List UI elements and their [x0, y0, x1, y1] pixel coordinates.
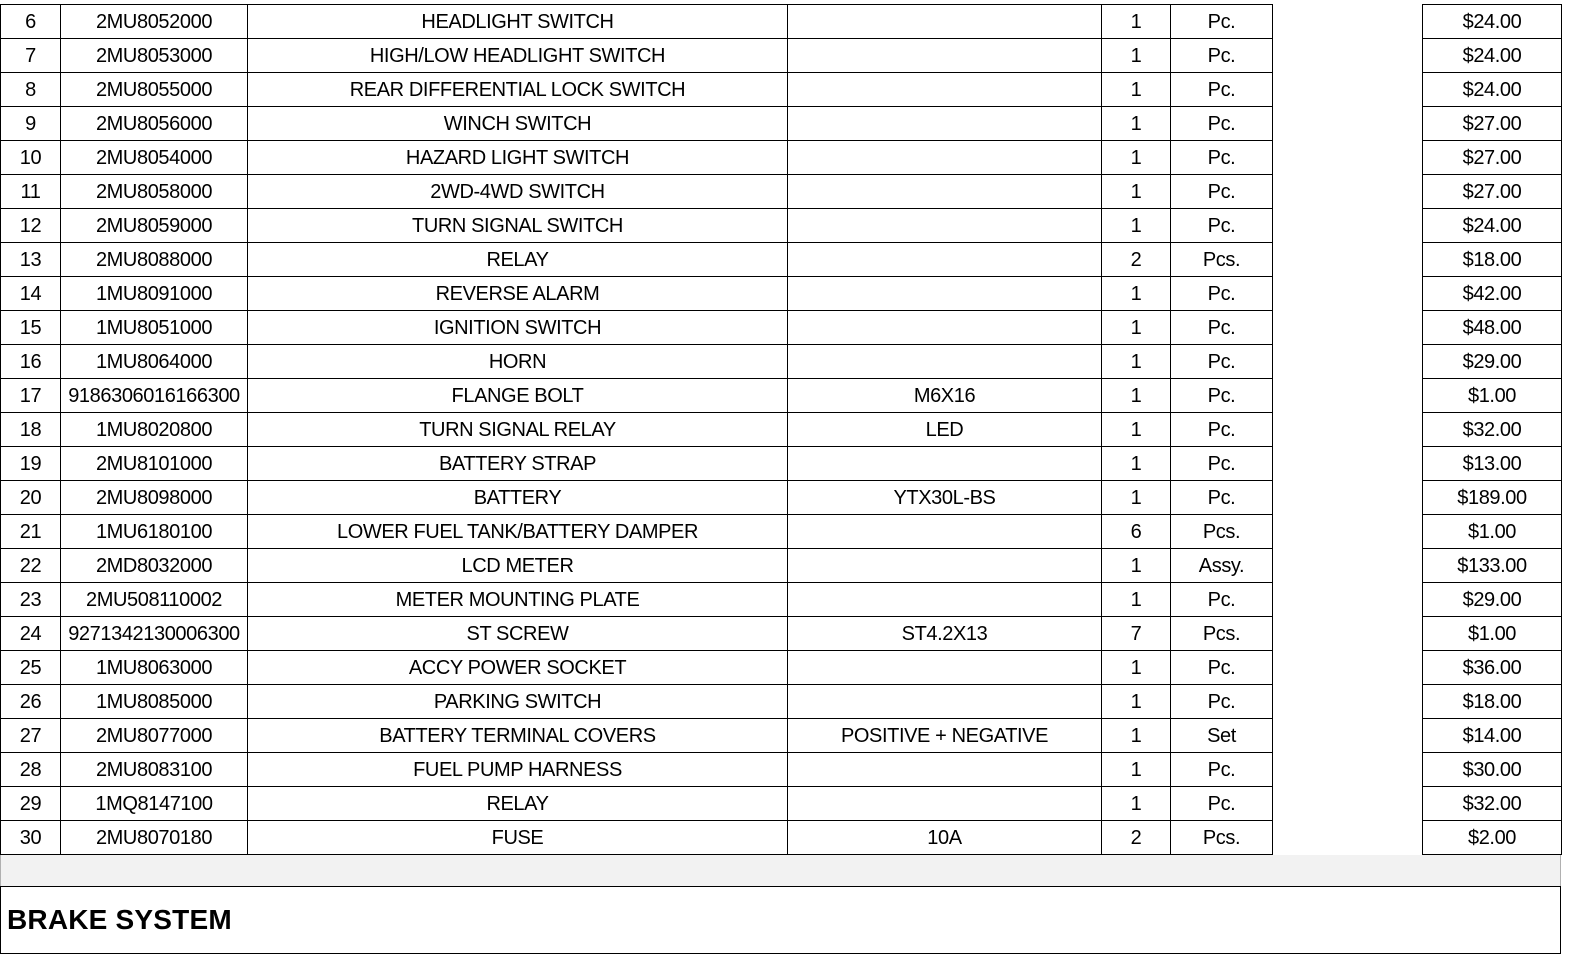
quantity-cell: 1 [1102, 719, 1171, 753]
unit-cell: Pc. [1171, 311, 1273, 345]
unit-cell: Pc. [1171, 787, 1273, 821]
table-row [1, 719, 1562, 753]
table-row [1, 141, 1562, 175]
description-cell: LCD METER [248, 549, 788, 583]
description-cell: REAR DIFFERENTIAL LOCK SWITCH [248, 73, 788, 107]
ref-number-cell: 26 [1, 685, 61, 719]
ref-number-cell: 16 [1, 345, 61, 379]
description-cell: REVERSE ALARM [248, 277, 788, 311]
part-number-cell: 1MU8085000 [61, 685, 248, 719]
specification-cell [788, 447, 1102, 481]
ref-number-cell: 22 [1, 549, 61, 583]
description-cell: FUSE [248, 821, 788, 855]
price-cell: $24.00 [1423, 73, 1562, 107]
unit-cell: Pcs. [1171, 515, 1273, 549]
table-row [1, 685, 1562, 719]
description-cell: FLANGE BOLT [248, 379, 788, 413]
ref-number-cell: 17 [1, 379, 61, 413]
part-number-cell: 2MU8059000 [61, 209, 248, 243]
description-cell: BATTERY TERMINAL COVERS [248, 719, 788, 753]
ref-number-cell: 23 [1, 583, 61, 617]
table-row [1, 379, 1562, 413]
description-cell: ST SCREW [248, 617, 788, 651]
unit-cell: Pc. [1171, 753, 1273, 787]
quantity-cell: 1 [1102, 73, 1171, 107]
price-cell: $36.00 [1423, 651, 1562, 685]
unit-cell: Assy. [1171, 549, 1273, 583]
specification-cell [788, 243, 1102, 277]
description-cell: RELAY [248, 243, 788, 277]
quantity-cell: 1 [1102, 651, 1171, 685]
ref-number-cell: 27 [1, 719, 61, 753]
ref-number-cell: 12 [1, 209, 61, 243]
ref-number-cell: 7 [1, 39, 61, 73]
blank-cell [1273, 447, 1423, 481]
ref-number-cell: 24 [1, 617, 61, 651]
price-cell: $1.00 [1423, 515, 1562, 549]
table-row [1, 549, 1562, 583]
part-number-cell: 2MU8070180 [61, 821, 248, 855]
part-number-cell: 2MU8088000 [61, 243, 248, 277]
price-cell: $27.00 [1423, 175, 1562, 209]
part-number-cell: 1MU8064000 [61, 345, 248, 379]
specification-cell: POSITIVE + NEGATIVE [788, 719, 1102, 753]
specification-cell [788, 39, 1102, 73]
blank-cell [1273, 753, 1423, 787]
specification-cell [788, 753, 1102, 787]
table-row [1, 515, 1562, 549]
unit-cell: Pc. [1171, 107, 1273, 141]
specification-cell: M6X16 [788, 379, 1102, 413]
quantity-cell: 1 [1102, 39, 1171, 73]
description-cell: WINCH SWITCH [248, 107, 788, 141]
blank-cell [1273, 787, 1423, 821]
parts-table [0, 4, 1562, 855]
part-number-cell: 2MU508110002 [61, 583, 248, 617]
part-number-cell: 2MU8052000 [61, 5, 248, 39]
description-cell: TURN SIGNAL RELAY [248, 413, 788, 447]
specification-cell: LED [788, 413, 1102, 447]
unit-cell: Pc. [1171, 583, 1273, 617]
table-row [1, 583, 1562, 617]
blank-cell [1273, 141, 1423, 175]
specification-cell [788, 277, 1102, 311]
ref-number-cell: 18 [1, 413, 61, 447]
section-title: BRAKE SYSTEM [7, 904, 232, 935]
table-row [1, 753, 1562, 787]
part-number-cell: 1MU8020800 [61, 413, 248, 447]
table-row [1, 787, 1562, 821]
specification-cell [788, 515, 1102, 549]
specification-cell [788, 651, 1102, 685]
part-number-cell: 2MU8058000 [61, 175, 248, 209]
table-row [1, 209, 1562, 243]
specification-cell [788, 107, 1102, 141]
unit-cell: Pc. [1171, 175, 1273, 209]
unit-cell: Pc. [1171, 651, 1273, 685]
section-header-brake-system [0, 886, 1561, 954]
ref-number-cell: 30 [1, 821, 61, 855]
quantity-cell: 1 [1102, 311, 1171, 345]
blank-cell [1273, 685, 1423, 719]
blank-cell [1273, 651, 1423, 685]
specification-cell [788, 311, 1102, 345]
unit-cell: Set [1171, 719, 1273, 753]
blank-cell [1273, 73, 1423, 107]
unit-cell: Pc. [1171, 345, 1273, 379]
price-cell: $14.00 [1423, 719, 1562, 753]
table-row [1, 651, 1562, 685]
quantity-cell: 1 [1102, 481, 1171, 515]
unit-cell: Pc. [1171, 5, 1273, 39]
parts-table-body [1, 5, 1562, 855]
specification-cell [788, 141, 1102, 175]
blank-cell [1273, 311, 1423, 345]
description-cell: IGNITION SWITCH [248, 311, 788, 345]
unit-cell: Pc. [1171, 73, 1273, 107]
part-number-cell: 9271342130006300 [61, 617, 248, 651]
part-number-cell: 2MU8056000 [61, 107, 248, 141]
part-number-cell: 2MU8054000 [61, 141, 248, 175]
description-cell: TURN SIGNAL SWITCH [248, 209, 788, 243]
quantity-cell: 6 [1102, 515, 1171, 549]
specification-cell [788, 583, 1102, 617]
price-cell: $27.00 [1423, 107, 1562, 141]
table-row [1, 243, 1562, 277]
description-cell: BATTERY STRAP [248, 447, 788, 481]
ref-number-cell: 13 [1, 243, 61, 277]
specification-cell [788, 685, 1102, 719]
table-row [1, 5, 1562, 39]
description-cell: LOWER FUEL TANK/BATTERY DAMPER [248, 515, 788, 549]
table-row [1, 481, 1562, 515]
ref-number-cell: 9 [1, 107, 61, 141]
unit-cell: Pcs. [1171, 821, 1273, 855]
blank-cell [1273, 617, 1423, 651]
specification-cell [788, 73, 1102, 107]
table-row [1, 175, 1562, 209]
quantity-cell: 1 [1102, 209, 1171, 243]
price-cell: $13.00 [1423, 447, 1562, 481]
part-number-cell: 1MQ8147100 [61, 787, 248, 821]
price-cell: $42.00 [1423, 277, 1562, 311]
blank-cell [1273, 481, 1423, 515]
blank-cell [1273, 107, 1423, 141]
blank-cell [1273, 345, 1423, 379]
part-number-cell: 1MU8051000 [61, 311, 248, 345]
price-cell: $48.00 [1423, 311, 1562, 345]
blank-cell [1273, 39, 1423, 73]
ref-number-cell: 19 [1, 447, 61, 481]
unit-cell: Pc. [1171, 39, 1273, 73]
quantity-cell: 1 [1102, 685, 1171, 719]
description-cell: ACCY POWER SOCKET [248, 651, 788, 685]
quantity-cell: 1 [1102, 5, 1171, 39]
part-number-cell: 1MU8091000 [61, 277, 248, 311]
unit-cell: Pc. [1171, 685, 1273, 719]
blank-cell [1273, 5, 1423, 39]
ref-number-cell: 11 [1, 175, 61, 209]
table-row [1, 413, 1562, 447]
part-number-cell: 1MU8063000 [61, 651, 248, 685]
quantity-cell: 1 [1102, 107, 1171, 141]
quantity-cell: 7 [1102, 617, 1171, 651]
quantity-cell: 2 [1102, 243, 1171, 277]
price-cell: $2.00 [1423, 821, 1562, 855]
blank-cell [1273, 413, 1423, 447]
price-cell: $1.00 [1423, 617, 1562, 651]
price-cell: $18.00 [1423, 685, 1562, 719]
price-cell: $32.00 [1423, 413, 1562, 447]
unit-cell: Pcs. [1171, 617, 1273, 651]
blank-cell [1273, 821, 1423, 855]
quantity-cell: 1 [1102, 413, 1171, 447]
table-row [1, 39, 1562, 73]
description-cell: METER MOUNTING PLATE [248, 583, 788, 617]
price-cell: $32.00 [1423, 787, 1562, 821]
description-cell: PARKING SWITCH [248, 685, 788, 719]
specification-cell [788, 209, 1102, 243]
blank-cell [1273, 379, 1423, 413]
description-cell: 2WD-4WD SWITCH [248, 175, 788, 209]
quantity-cell: 1 [1102, 447, 1171, 481]
table-row [1, 447, 1562, 481]
unit-cell: Pc. [1171, 379, 1273, 413]
quantity-cell: 1 [1102, 753, 1171, 787]
quantity-cell: 1 [1102, 549, 1171, 583]
ref-number-cell: 14 [1, 277, 61, 311]
table-row [1, 277, 1562, 311]
quantity-cell: 1 [1102, 345, 1171, 379]
quantity-cell: 2 [1102, 821, 1171, 855]
price-cell: $18.00 [1423, 243, 1562, 277]
description-cell: HEADLIGHT SWITCH [248, 5, 788, 39]
price-cell: $24.00 [1423, 209, 1562, 243]
price-cell: $24.00 [1423, 39, 1562, 73]
quantity-cell: 1 [1102, 787, 1171, 821]
price-cell: $133.00 [1423, 549, 1562, 583]
section-spacer [0, 855, 1561, 886]
ref-number-cell: 29 [1, 787, 61, 821]
blank-cell [1273, 175, 1423, 209]
specification-cell [788, 5, 1102, 39]
blank-cell [1273, 209, 1423, 243]
part-number-cell: 2MU8077000 [61, 719, 248, 753]
blank-cell [1273, 277, 1423, 311]
price-cell: $30.00 [1423, 753, 1562, 787]
quantity-cell: 1 [1102, 379, 1171, 413]
description-cell: BATTERY [248, 481, 788, 515]
description-cell: HAZARD LIGHT SWITCH [248, 141, 788, 175]
quantity-cell: 1 [1102, 583, 1171, 617]
price-cell: $29.00 [1423, 345, 1562, 379]
ref-number-cell: 6 [1, 5, 61, 39]
price-cell: $29.00 [1423, 583, 1562, 617]
ref-number-cell: 25 [1, 651, 61, 685]
price-cell: $27.00 [1423, 141, 1562, 175]
specification-cell [788, 345, 1102, 379]
unit-cell: Pc. [1171, 277, 1273, 311]
table-row [1, 107, 1562, 141]
quantity-cell: 1 [1102, 175, 1171, 209]
blank-cell [1273, 549, 1423, 583]
ref-number-cell: 21 [1, 515, 61, 549]
ref-number-cell: 15 [1, 311, 61, 345]
quantity-cell: 1 [1102, 277, 1171, 311]
specification-cell [788, 175, 1102, 209]
unit-cell: Pc. [1171, 447, 1273, 481]
description-cell: HORN [248, 345, 788, 379]
part-number-cell: 2MU8055000 [61, 73, 248, 107]
part-number-cell: 2MU8053000 [61, 39, 248, 73]
table-row [1, 617, 1562, 651]
unit-cell: Pc. [1171, 413, 1273, 447]
parts-sheet [0, 4, 1561, 954]
specification-cell [788, 787, 1102, 821]
ref-number-cell: 20 [1, 481, 61, 515]
unit-cell: Pc. [1171, 209, 1273, 243]
description-cell: FUEL PUMP HARNESS [248, 753, 788, 787]
blank-cell [1273, 719, 1423, 753]
description-cell: HIGH/LOW HEADLIGHT SWITCH [248, 39, 788, 73]
quantity-cell: 1 [1102, 141, 1171, 175]
blank-cell [1273, 583, 1423, 617]
unit-cell: Pc. [1171, 141, 1273, 175]
specification-cell [788, 549, 1102, 583]
part-number-cell: 1MU6180100 [61, 515, 248, 549]
part-number-cell: 2MU8083100 [61, 753, 248, 787]
unit-cell: Pcs. [1171, 243, 1273, 277]
ref-number-cell: 28 [1, 753, 61, 787]
ref-number-cell: 8 [1, 73, 61, 107]
blank-cell [1273, 515, 1423, 549]
part-number-cell: 9186306016166300 [61, 379, 248, 413]
price-cell: $1.00 [1423, 379, 1562, 413]
description-cell: RELAY [248, 787, 788, 821]
table-row [1, 345, 1562, 379]
part-number-cell: 2MU8101000 [61, 447, 248, 481]
table-row [1, 311, 1562, 345]
unit-cell: Pc. [1171, 481, 1273, 515]
specification-cell: 10A [788, 821, 1102, 855]
specification-cell: YTX30L-BS [788, 481, 1102, 515]
price-cell: $24.00 [1423, 5, 1562, 39]
ref-number-cell: 10 [1, 141, 61, 175]
specification-cell: ST4.2X13 [788, 617, 1102, 651]
table-row [1, 73, 1562, 107]
part-number-cell: 2MD8032000 [61, 549, 248, 583]
price-cell: $189.00 [1423, 481, 1562, 515]
blank-cell [1273, 243, 1423, 277]
part-number-cell: 2MU8098000 [61, 481, 248, 515]
table-row [1, 821, 1562, 855]
